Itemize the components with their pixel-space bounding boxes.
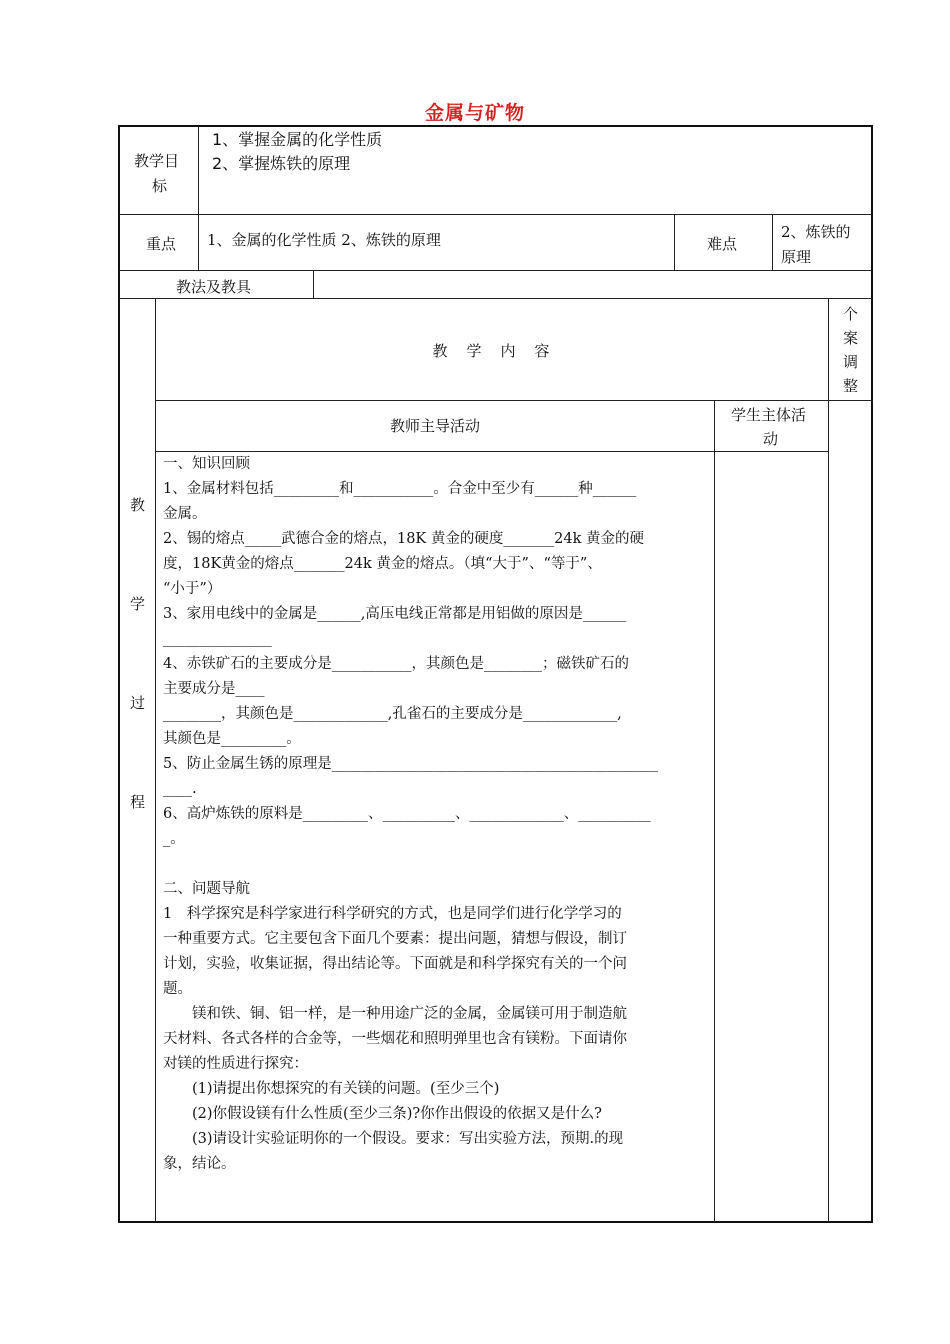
adjust-char: 案 <box>843 329 859 347</box>
student-col-header-line1: 学生主体活 <box>731 406 807 424</box>
difficulty-label-cell <box>674 214 773 271</box>
methods-label: 教法及教具 <box>176 278 252 296</box>
section1-line: 6、高炉炼铁的原料是_________、__________、_____________、__________ <box>163 806 651 822</box>
section1-line: 1、金属材料包括_________和___________。合金中至少有______种______ <box>163 481 637 497</box>
section1-line: 其颜色是_________。 <box>163 731 301 747</box>
adjust-char: 整 <box>843 377 859 395</box>
difficulty-label: 难点 <box>707 235 738 253</box>
section2-line: 题。 <box>163 981 192 997</box>
objectives-label-cell <box>118 125 199 215</box>
section1-line: 5、防止金属生锈的原理是_____________________________________________ <box>163 756 658 772</box>
section1-line: 3、家用电线中的金属是______,高压电线正常都是用铝做的原因是______ <box>163 606 627 622</box>
process-char: 过 <box>130 694 146 712</box>
keypoints-text-cell <box>198 214 675 271</box>
keypoints-label: 重点 <box>146 235 177 253</box>
section1-line: 主要成分是____ <box>163 681 265 697</box>
section2-heading: 二、问题导航 <box>163 881 250 897</box>
content-header: 教 学 内 容 <box>432 342 552 360</box>
section1-line: ________，其颜色是_____________,孔雀石的主要成分是_____________, <box>163 706 622 722</box>
section1-line: _。 <box>163 831 185 847</box>
student-col-header-cell <box>714 400 829 452</box>
difficulty-line2: 原理 <box>781 248 812 266</box>
content-header-cell <box>155 298 829 401</box>
teacher-activity-content <box>163 452 708 1177</box>
section2-line: (3)请设计实验证明你的一个假设。要求：写出实验方法，预期.的现 <box>163 1131 624 1147</box>
section2-line: 镁和铁、铜、铝一样，是一种用途广泛的金属，金属镁可用于制造航 <box>163 1006 627 1022</box>
keypoints-label-cell <box>118 214 199 271</box>
section1-line: 4、赤铁矿石的主要成分是___________，其颜色是________；磁铁矿石的 <box>163 656 629 672</box>
teacher-col-header-cell <box>155 400 715 452</box>
process-char: 程 <box>130 793 146 811</box>
student-col-header-line2: 动 <box>763 430 779 448</box>
teacher-col-header: 教师主导活动 <box>389 417 480 435</box>
section2-line: 一种重要方式。它主要包含下面几个要素：提出问题，猜想与假设，制订 <box>163 931 627 947</box>
methods-label-cell <box>118 270 314 299</box>
process-label-cell <box>118 298 156 1223</box>
section2-line: 对镁的性质进行探究： <box>163 1056 308 1072</box>
section2-line: 天材料、各式各样的合金等，一些烟花和照明弹里也含有镁粉。下面请你 <box>163 1031 627 1047</box>
difficulty-text-cell <box>772 214 873 271</box>
page-title: 金属与矿物 <box>424 102 525 124</box>
objective-item: 1、掌握金属的化学性质 <box>212 130 383 149</box>
adjust-char: 调 <box>843 353 859 371</box>
section1-line: 2、锡的熔点_____武德合金的熔点，18K 黄金的硬度_______24k 黄金的硬 <box>163 531 644 547</box>
section2-line: (2)你假设镁有什么性质(至少三条)?你作出假设的依据又是什么? <box>163 1106 602 1122</box>
process-char: 教 <box>130 496 146 514</box>
methods-value-cell <box>313 270 873 299</box>
section2-line: 象，结论。 <box>163 1156 236 1172</box>
process-char: 学 <box>130 595 146 613</box>
section1-line: ____. <box>163 781 197 797</box>
section2-line: 计划，实验，收集证据，得出结论等。下面就是和科学探究有关的一个问 <box>163 956 627 972</box>
section2-line: (1)请提出你想探究的有关镁的问题。(至少三个) <box>163 1081 500 1097</box>
section1-line: “小于”） <box>163 581 222 597</box>
objective-item: 2、掌握炼铁的原理 <box>212 154 351 173</box>
section1-heading: 一、知识回顾 <box>163 456 250 472</box>
section1-line: 度，18K黄金的熔点_______24k 黄金的熔点。（填“大于”、“等于”、 <box>163 556 602 572</box>
keypoints-text: 1、金属的化学性质 2、炼铁的原理 <box>207 231 441 249</box>
adjust-char: 个 <box>843 305 859 323</box>
objectives-label-line2: 标 <box>152 177 168 195</box>
section2-line: 1 科学探究是科学家进行科学研究的方式，也是同学们进行化学学习的 <box>163 906 622 922</box>
difficulty-line1: 2、炼铁的 <box>781 223 851 241</box>
adjust-column <box>828 298 873 1223</box>
student-activity-cell <box>714 451 829 1223</box>
objectives-label-line1: 教学目 <box>134 152 180 170</box>
section1-line: _______________ <box>163 631 272 647</box>
objectives-list <box>212 128 382 176</box>
section1-line: 金属。 <box>163 506 207 522</box>
